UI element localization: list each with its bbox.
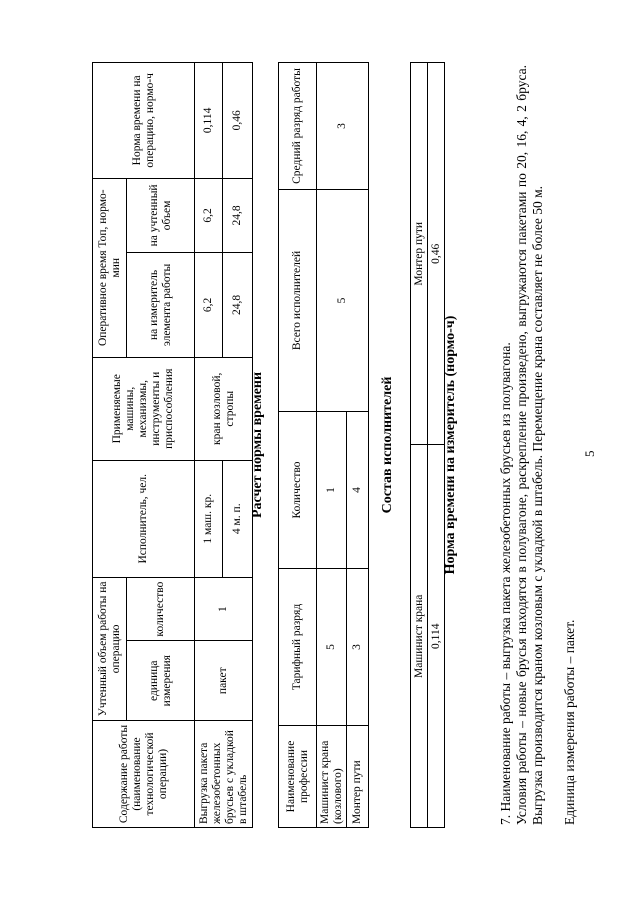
paragraph-unit: Единица измерения работы – пакет. bbox=[562, 619, 577, 825]
calc-unit: пакет bbox=[195, 641, 253, 721]
staff-row-profession: Машинист крана (козлового) bbox=[317, 726, 347, 828]
norm-value-track: 0,46 bbox=[428, 63, 445, 446]
staff-row-grade: 5 bbox=[317, 569, 347, 726]
calc-norm: 0,46 bbox=[223, 63, 253, 179]
calc-header-unit: единица измерения bbox=[127, 641, 195, 721]
calc-per-volume: 6,2 bbox=[195, 178, 223, 252]
calc-norm: 0,114 bbox=[195, 63, 223, 179]
paragraph-title: 7. Наименование работы – выгрузка пакета железобетонных брусьев из полувагона. bbox=[498, 342, 513, 825]
calc-header-equipment: Применяемые машины, механизмы, инструменты и приспособления bbox=[93, 357, 195, 460]
calc-header-executor: Исполнитель, чел. bbox=[93, 460, 195, 577]
calc-executor: 4 м. п. bbox=[223, 460, 253, 577]
norm-table bbox=[410, 62, 445, 828]
norm-heading: Норма времени на измеритель (нормо-ч) bbox=[443, 315, 458, 575]
calc-header-optime: Оперативное время Топ, нормо-мин bbox=[93, 178, 127, 357]
staff-table bbox=[278, 62, 369, 828]
calc-executor: 1 маш. кр. bbox=[195, 460, 223, 577]
staff-heading: Состав исполнителей bbox=[380, 376, 395, 514]
calc-qty: 1 bbox=[195, 577, 253, 641]
calc-heading: Расчет нормы времени bbox=[250, 371, 265, 519]
staff-row-grade: 3 bbox=[347, 569, 369, 726]
staff-row-count: 1 bbox=[317, 412, 347, 569]
calc-operation: Выгрузка пакета железобетонных брусьев с укладкой в штабель bbox=[195, 721, 253, 828]
staff-header-grade: Тарифный разряд bbox=[279, 569, 317, 726]
calc-per-volume: 24,8 bbox=[223, 178, 253, 252]
calc-header-per-volume: на учтенный объем bbox=[127, 178, 195, 252]
staff-header-count: Количество bbox=[279, 412, 317, 569]
staff-row-profession: Монтер пути bbox=[347, 726, 369, 828]
calc-equipment: кран козловой, стропы bbox=[195, 357, 253, 460]
staff-header-profession: Наименование профессии bbox=[279, 726, 317, 828]
calc-header-norm: Норма времени на операцию, нормо-ч bbox=[93, 63, 195, 179]
calc-header-qty: количество bbox=[127, 577, 195, 641]
calc-header-per-element: на измеритель элемента работы bbox=[127, 253, 195, 358]
calc-table bbox=[92, 62, 253, 828]
staff-header-avg: Средний разряд работы bbox=[279, 63, 317, 190]
calc-per-element: 6,2 bbox=[195, 253, 223, 358]
staff-total: 5 bbox=[317, 190, 369, 412]
norm-value-crane: 0,114 bbox=[428, 445, 445, 828]
staff-avg-grade: 3 bbox=[317, 63, 369, 190]
paragraph-conditions: Условия работы – новые брусья находятся в полувагоне, раскрепление произведено, выгружаются пакетами по 20, 16, 4, 2 бруса. Выгрузка производится краном козловым с укладкой в штабель. Перемещение крана составляет не более 50 м. bbox=[514, 65, 545, 825]
norm-header-track: Монтер пути bbox=[411, 63, 428, 446]
calc-header-volume: Учтенный объем работы на операцию bbox=[93, 577, 127, 720]
calc-header-content: Содержание работы (наименование технологической операции) bbox=[93, 721, 195, 828]
staff-header-total: Всего исполнителей bbox=[279, 190, 317, 412]
page-number: 5 bbox=[582, 450, 597, 457]
calc-per-element: 24,8 bbox=[223, 253, 253, 358]
norm-header-crane: Машинист крана bbox=[411, 445, 428, 828]
staff-row-count: 4 bbox=[347, 412, 369, 569]
